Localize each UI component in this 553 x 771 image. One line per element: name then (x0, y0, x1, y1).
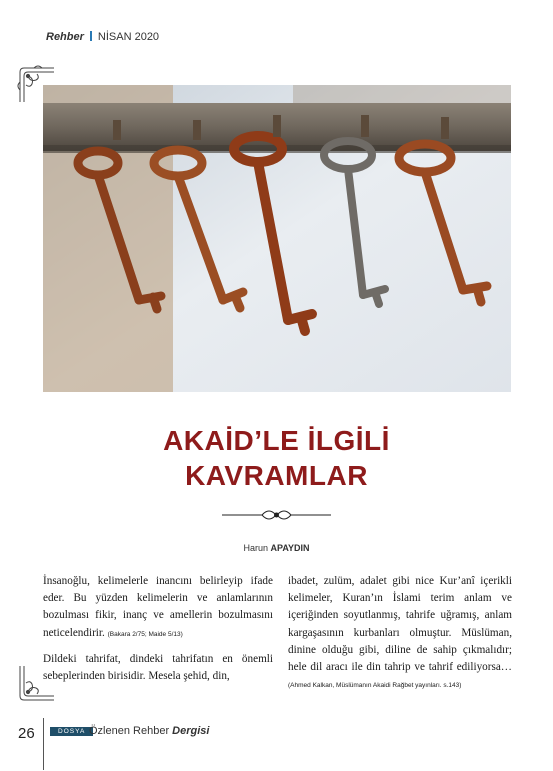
ornamental-divider-icon (222, 505, 331, 525)
paragraph-text: İnsanoğlu, kelimelerle inancını belirleyip ifade eder. Bu yüzden kelimelerin ve anlamlarının bozulması fikir, inanç ve amellerin bozulmasını neticelendirir. (43, 575, 273, 639)
section-tag: DOSYA (50, 727, 93, 736)
text-column-1 (43, 573, 273, 693)
issue-date: NİSAN 2020 (97, 31, 160, 43)
author-first-name: Harun (243, 543, 268, 553)
citation: (Bakara 2/75; Maide 5/13) (107, 630, 183, 638)
footer-rule (43, 718, 44, 770)
paragraph (288, 573, 512, 694)
magazine-name-bold: Dergisi (172, 725, 210, 737)
page-number: 26 (18, 725, 35, 742)
article-title (0, 423, 553, 493)
author-line (0, 543, 553, 553)
running-header (46, 31, 159, 43)
magazine-name (89, 725, 209, 737)
title-line-2: KAVRAMLAR (185, 460, 368, 491)
magazine-name-regular: Özlenen Rehber (89, 725, 170, 737)
magazine-brand: Rehber (46, 31, 84, 43)
author-last-name: APAYDIN (270, 543, 310, 553)
text-column-2 (288, 573, 512, 702)
corner-ornament-icon (14, 662, 58, 706)
article-photo (43, 85, 511, 392)
paragraph (43, 573, 273, 643)
citation: (Ahmed Kalkan, Müslümanın Akaidi Rağbet yayınları. s.143) (288, 682, 462, 690)
paragraph-text: ibadet, zulüm, adalet gibi nice Kur’anî içerikli kelimeler, Kuran’ın İslami terim anlam ve içeriğinden soyutlanmış, tahrife uğramış, anlam kargaşasının kurbanları olmuştur. Müslüman, dinine olduğu gibi, diline de sahip çıkmalıdır; hele dil aracı ile din tahrip ve tahrif ediliyorsa… (288, 575, 512, 674)
paragraph: Dildeki tahrifat, dindeki tahrifatın en önemli sebeplerinden birisidir. Mesela şehid, din, (43, 652, 273, 683)
title-line-1: AKAİD’LE İLGİLİ (163, 425, 390, 456)
header-separator (90, 31, 92, 41)
